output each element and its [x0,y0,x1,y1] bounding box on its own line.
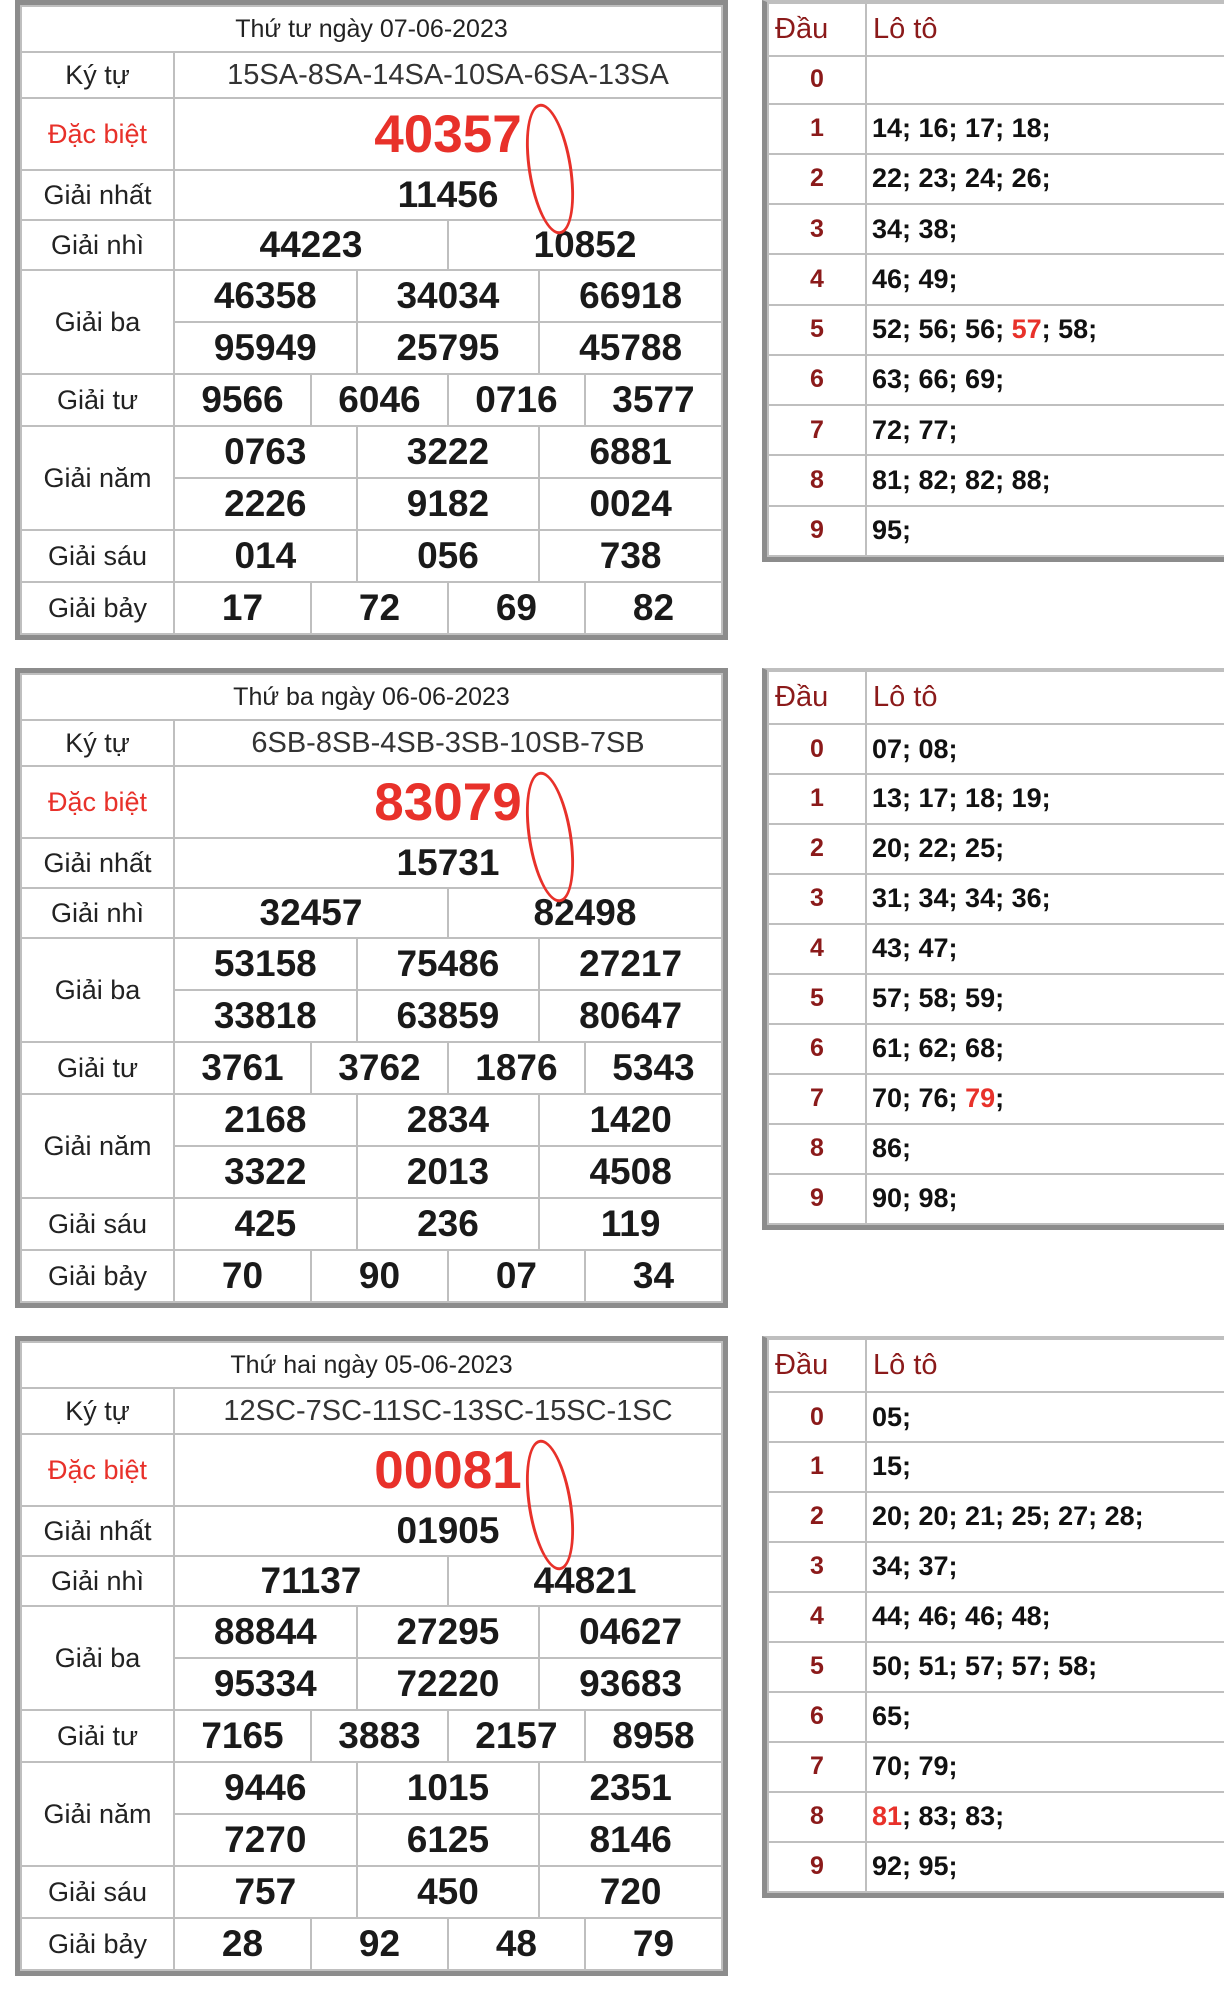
prize-number: 9446 [174,1762,357,1814]
prize-number: 2226 [174,478,357,530]
loto-text: 70; 76; [872,1083,966,1114]
special-prize-number: 40357 [374,104,522,164]
prize-number: 3762 [311,1042,448,1094]
loto-text: 52; 56; 56; [872,314,1012,345]
loto-highlight: 81 [872,1801,903,1832]
special-prize [174,98,722,170]
loto-text: 70; 79; [872,1751,958,1782]
prize-number: 6046 [311,374,448,426]
loto-text: 34; 37; [872,1551,958,1582]
prize-number: 88844 [174,1606,357,1658]
prize-number: 236 [357,1198,540,1250]
loto-values [866,924,1224,974]
ky-tu-codes: 15SA-8SA-14SA-10SA-6SA-13SA [174,52,722,98]
loto-table [762,668,1224,1230]
prize-number: 2168 [174,1094,357,1146]
prize-number: 738 [539,530,722,582]
loto-values [866,1124,1224,1174]
loto-text: 22; 23; 24; 26; [872,163,1051,194]
dau-digit: 0 [768,1392,866,1442]
label-ky-tu: Ký tự [21,1388,174,1434]
prize-number: 44821 [448,1556,722,1606]
prize-number: 01905 [174,1506,722,1556]
label-giai-nhi: Giải nhì [21,888,174,938]
prize-number: 92 [311,1918,448,1970]
loto-values [866,405,1224,455]
dau-digit: 5 [768,1642,866,1692]
prize-number: 2157 [448,1710,585,1762]
prize-number: 27295 [357,1606,540,1658]
prize-number: 1015 [357,1762,540,1814]
loto-text: 05; [872,1401,912,1432]
loto-text: 95; [872,515,912,546]
prize-number: 33818 [174,990,357,1042]
label-giai-sau: Giải sáu [21,530,174,582]
prize-number: 4508 [539,1146,722,1198]
label-ky-tu: Ký tự [21,720,174,766]
dau-digit: 0 [768,56,866,103]
loto-values [866,1742,1224,1792]
special-prize [174,766,722,838]
prize-number: 2834 [357,1094,540,1146]
prize-number: 34034 [357,270,540,322]
prize-number: 0024 [539,478,722,530]
loto-values [866,455,1224,505]
prize-number: 27217 [539,938,722,990]
prize-number: 69 [448,582,585,634]
loto-values [866,305,1224,355]
dau-digit: 9 [768,1842,866,1892]
dau-header: Đầu [768,1339,866,1392]
prize-number: 2013 [357,1146,540,1198]
loto-values [866,724,1224,774]
loto-values [866,1642,1224,1692]
loto-text: 92; 95; [872,1851,958,1882]
loto-values [866,254,1224,304]
draw-section [0,0,1224,668]
loto-table [762,0,1224,562]
label-giai-sau: Giải sáu [21,1866,174,1918]
loto-values [866,154,1224,204]
dau-digit: 9 [768,506,866,556]
loto-values [866,506,1224,556]
loto-text: 07; 08; [872,733,958,764]
prize-number: 056 [357,530,540,582]
loto-text: 31; 34; 34; 36; [872,883,1051,914]
loto-table [762,1336,1224,1898]
label-dac-biet: Đặc biệt [21,1434,174,1506]
label-giai-ba: Giải ba [21,1606,174,1710]
prize-number: 1420 [539,1094,722,1146]
dau-digit: 1 [768,1442,866,1492]
prize-number: 0716 [448,374,585,426]
prize-number: 425 [174,1198,357,1250]
prize-number: 07 [448,1250,585,1302]
loto-values [866,1392,1224,1442]
dau-header: Đầu [768,671,866,724]
loto-text: 20; 22; 25; [872,833,1005,864]
prize-number: 93683 [539,1658,722,1710]
loto-text: 43; 47; [872,933,958,964]
label-giai-sau: Giải sáu [21,1198,174,1250]
label-giai-nam: Giải năm [21,1762,174,1866]
label-dac-biet: Đặc biệt [21,766,174,838]
loto-highlight: 79 [965,1083,996,1114]
loto-text: 20; 20; 21; 25; 27; 28; [872,1501,1144,1532]
loto-values [866,1592,1224,1642]
loto-values [866,355,1224,405]
prize-number: 45788 [539,322,722,374]
prize-number: 3761 [174,1042,311,1094]
ky-tu-codes: 6SB-8SB-4SB-3SB-10SB-7SB [174,720,722,766]
dau-digit: 7 [768,405,866,455]
prize-number: 04627 [539,1606,722,1658]
loto-text: 14; 16; 17; 18; [872,113,1051,144]
prize-number: 119 [539,1198,722,1250]
prize-number: 0763 [174,426,357,478]
loto-text: ; 83; 83; [902,1801,1005,1832]
prize-number: 53158 [174,938,357,990]
loto-text: 90; 98; [872,1183,958,1214]
prize-number: 71137 [174,1556,448,1606]
dau-digit: 9 [768,1174,866,1224]
prize-number: 79 [585,1918,722,1970]
prize-number: 25795 [357,322,540,374]
prize-number: 8958 [585,1710,722,1762]
dau-digit: 6 [768,1692,866,1742]
dau-digit: 6 [768,355,866,405]
prize-number: 11456 [174,170,722,220]
label-giai-bay: Giải bảy [21,1250,174,1302]
draw-date: Thứ hai ngày 05-06-2023 [21,1342,722,1388]
prize-number: 72220 [357,1658,540,1710]
dau-digit: 4 [768,254,866,304]
loto-text: 65; [872,1701,912,1732]
prize-number: 95334 [174,1658,357,1710]
loto-text: 13; 17; 18; 19; [872,783,1051,814]
loto-text: 50; 51; 57; 57; 58; [872,1651,1098,1682]
loto-values [866,1692,1224,1742]
label-giai-nam: Giải năm [21,1094,174,1198]
loto-values [866,1542,1224,1592]
loto-values [866,1442,1224,1492]
loto-values [866,104,1224,154]
dau-digit: 8 [768,455,866,505]
loto-text: 81; 82; 82; 88; [872,465,1051,496]
label-giai-bay: Giải bảy [21,1918,174,1970]
dau-digit: 1 [768,774,866,824]
label-dac-biet: Đặc biệt [21,98,174,170]
dau-digit: 5 [768,305,866,355]
loto-values [866,1842,1224,1892]
loto-values [866,56,1224,103]
results-table [15,1336,728,1976]
prize-number: 7165 [174,1710,311,1762]
prize-number: 9182 [357,478,540,530]
special-prize-number: 83079 [374,772,522,832]
label-giai-nhi: Giải nhì [21,1556,174,1606]
prize-number: 82498 [448,888,722,938]
dau-digit: 8 [768,1124,866,1174]
prize-number: 7270 [174,1814,357,1866]
dau-digit: 0 [768,724,866,774]
prize-number: 32457 [174,888,448,938]
special-prize [174,1434,722,1506]
loto-values [866,974,1224,1024]
prize-number: 15731 [174,838,722,888]
loto-header: Lô tô [866,1339,1224,1392]
prize-number: 6125 [357,1814,540,1866]
dau-digit: 3 [768,204,866,254]
prize-number: 1876 [448,1042,585,1094]
label-giai-nhat: Giải nhất [21,170,174,220]
prize-number: 44223 [174,220,448,270]
loto-text: 34; 38; [872,213,958,244]
prize-number: 6881 [539,426,722,478]
prize-number: 8146 [539,1814,722,1866]
prize-number: 34 [585,1250,722,1302]
loto-text: 44; 46; 46; 48; [872,1601,1051,1632]
label-ky-tu: Ký tự [21,52,174,98]
label-giai-nhat: Giải nhất [21,1506,174,1556]
dau-digit: 4 [768,1592,866,1642]
prize-number: 63859 [357,990,540,1042]
label-giai-nhi: Giải nhì [21,220,174,270]
prize-number: 3577 [585,374,722,426]
loto-text: 15; [872,1451,912,1482]
loto-text: 72; 77; [872,414,958,445]
loto-values [866,1024,1224,1074]
prize-number: 720 [539,1866,722,1918]
loto-text: ; [995,1083,1005,1114]
prize-number: 48 [448,1918,585,1970]
loto-values [866,1792,1224,1842]
label-giai-tu: Giải tư [21,1042,174,1094]
dau-digit: 7 [768,1742,866,1792]
prize-number: 3222 [357,426,540,478]
label-giai-nhat: Giải nhất [21,838,174,888]
label-giai-nam: Giải năm [21,426,174,530]
dau-digit: 4 [768,924,866,974]
prize-number: 014 [174,530,357,582]
loto-text: 46; 49; [872,263,958,294]
prize-number: 95949 [174,322,357,374]
prize-number: 757 [174,1866,357,1918]
loto-text: 63; 66; 69; [872,364,1005,395]
loto-values [866,874,1224,924]
prize-number: 66918 [539,270,722,322]
prize-number: 450 [357,1866,540,1918]
prize-number: 3883 [311,1710,448,1762]
ky-tu-codes: 12SC-7SC-11SC-13SC-15SC-1SC [174,1388,722,1434]
prize-number: 2351 [539,1762,722,1814]
dau-digit: 2 [768,154,866,204]
loto-text: 57; 58; 59; [872,983,1005,1014]
prize-number: 10852 [448,220,722,270]
prize-number: 5343 [585,1042,722,1094]
label-giai-bay: Giải bảy [21,582,174,634]
label-giai-tu: Giải tư [21,374,174,426]
loto-values [866,1174,1224,1224]
prize-number: 75486 [357,938,540,990]
prize-number: 9566 [174,374,311,426]
loto-values [866,774,1224,824]
loto-text: 86; [872,1133,912,1164]
prize-number: 70 [174,1250,311,1302]
dau-digit: 6 [768,1024,866,1074]
loto-header: Lô tô [866,3,1224,56]
draw-section [0,668,1224,1336]
label-giai-tu: Giải tư [21,1710,174,1762]
label-giai-ba: Giải ba [21,270,174,374]
special-prize-number: 00081 [374,1440,522,1500]
label-giai-ba: Giải ba [21,938,174,1042]
dau-digit: 7 [768,1074,866,1124]
results-table [15,668,728,1308]
loto-values [866,204,1224,254]
loto-highlight: 57 [1011,314,1042,345]
dau-header: Đầu [768,3,866,56]
loto-text: 61; 62; 68; [872,1033,1005,1064]
results-table [15,0,728,640]
loto-header: Lô tô [866,671,1224,724]
loto-values [866,824,1224,874]
loto-values [866,1074,1224,1124]
dau-digit: 3 [768,874,866,924]
prize-number: 80647 [539,990,722,1042]
dau-digit: 2 [768,1492,866,1542]
dau-digit: 5 [768,974,866,1024]
prize-number: 17 [174,582,311,634]
prize-number: 82 [585,582,722,634]
prize-number: 90 [311,1250,448,1302]
draw-section [0,1336,1224,2004]
loto-values [866,1492,1224,1542]
dau-digit: 1 [768,104,866,154]
loto-text: ; 58; [1041,314,1098,345]
prize-number: 3322 [174,1146,357,1198]
dau-digit: 8 [768,1792,866,1842]
prize-number: 46358 [174,270,357,322]
prize-number: 72 [311,582,448,634]
draw-date: Thứ ba ngày 06-06-2023 [21,674,722,720]
dau-digit: 3 [768,1542,866,1592]
dau-digit: 2 [768,824,866,874]
draw-date: Thứ tư ngày 07-06-2023 [21,6,722,52]
prize-number: 28 [174,1918,311,1970]
